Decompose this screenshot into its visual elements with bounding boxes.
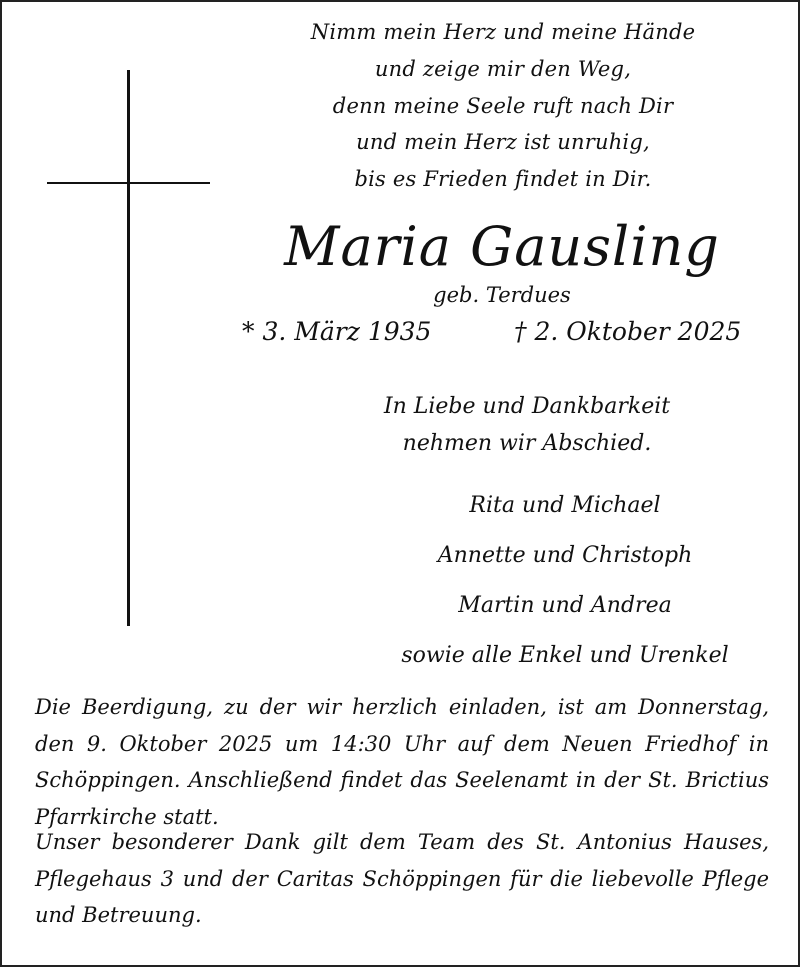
poem-line: und zeige mir den Weg, [374,56,632,81]
poem [260,14,746,198]
death-date: † 2. Oktober 2025 [514,317,742,346]
mourner: Annette und Christoph [437,543,693,568]
cross-icon-horizontal-beam [47,182,210,184]
mourners-list [342,481,788,681]
farewell-line: In Liebe und Dankbarkeit [383,394,671,419]
poem-line: und mein Herz ist unruhig, [356,130,650,155]
mourner: Rita und Michael [469,493,661,518]
thanks-text: Unser besonderer Dank gilt dem Team des St. Antonius Hauses, Pflegehaus 3 und der Caritas Schöppingen für die liebevolle Pflege und Betreuung. [35,830,769,928]
deceased-name: Maria Gausling [284,215,720,278]
farewell-line: nehmen wir Abschied. [402,431,652,456]
maiden-name: geb. Terdues [433,283,571,307]
cross-icon-vertical-beam [127,70,130,626]
mourner: sowie alle Enkel und Urenkel [401,643,729,668]
poem-line: bis es Frieden findet in Dir. [354,167,652,192]
funeral-info: Die Beerdigung, zu der wir herzlich einladen, ist am Donnerstag, den 9. Oktober 2025 um 14:30 Uhr auf dem Neuen Friedhof in Schöppingen. Anschließend findet das Seelenamt in der St. Brictius Pfarrkirche statt. [35,695,769,829]
poem-line: Nimm mein Herz und meine Hände [310,20,696,44]
mourner: Martin und Andrea [458,593,672,618]
birth-date: * 3. März 1935 [242,317,432,346]
poem-line: denn meine Seele ruft nach Dir [332,93,674,118]
farewell-text [302,388,752,462]
